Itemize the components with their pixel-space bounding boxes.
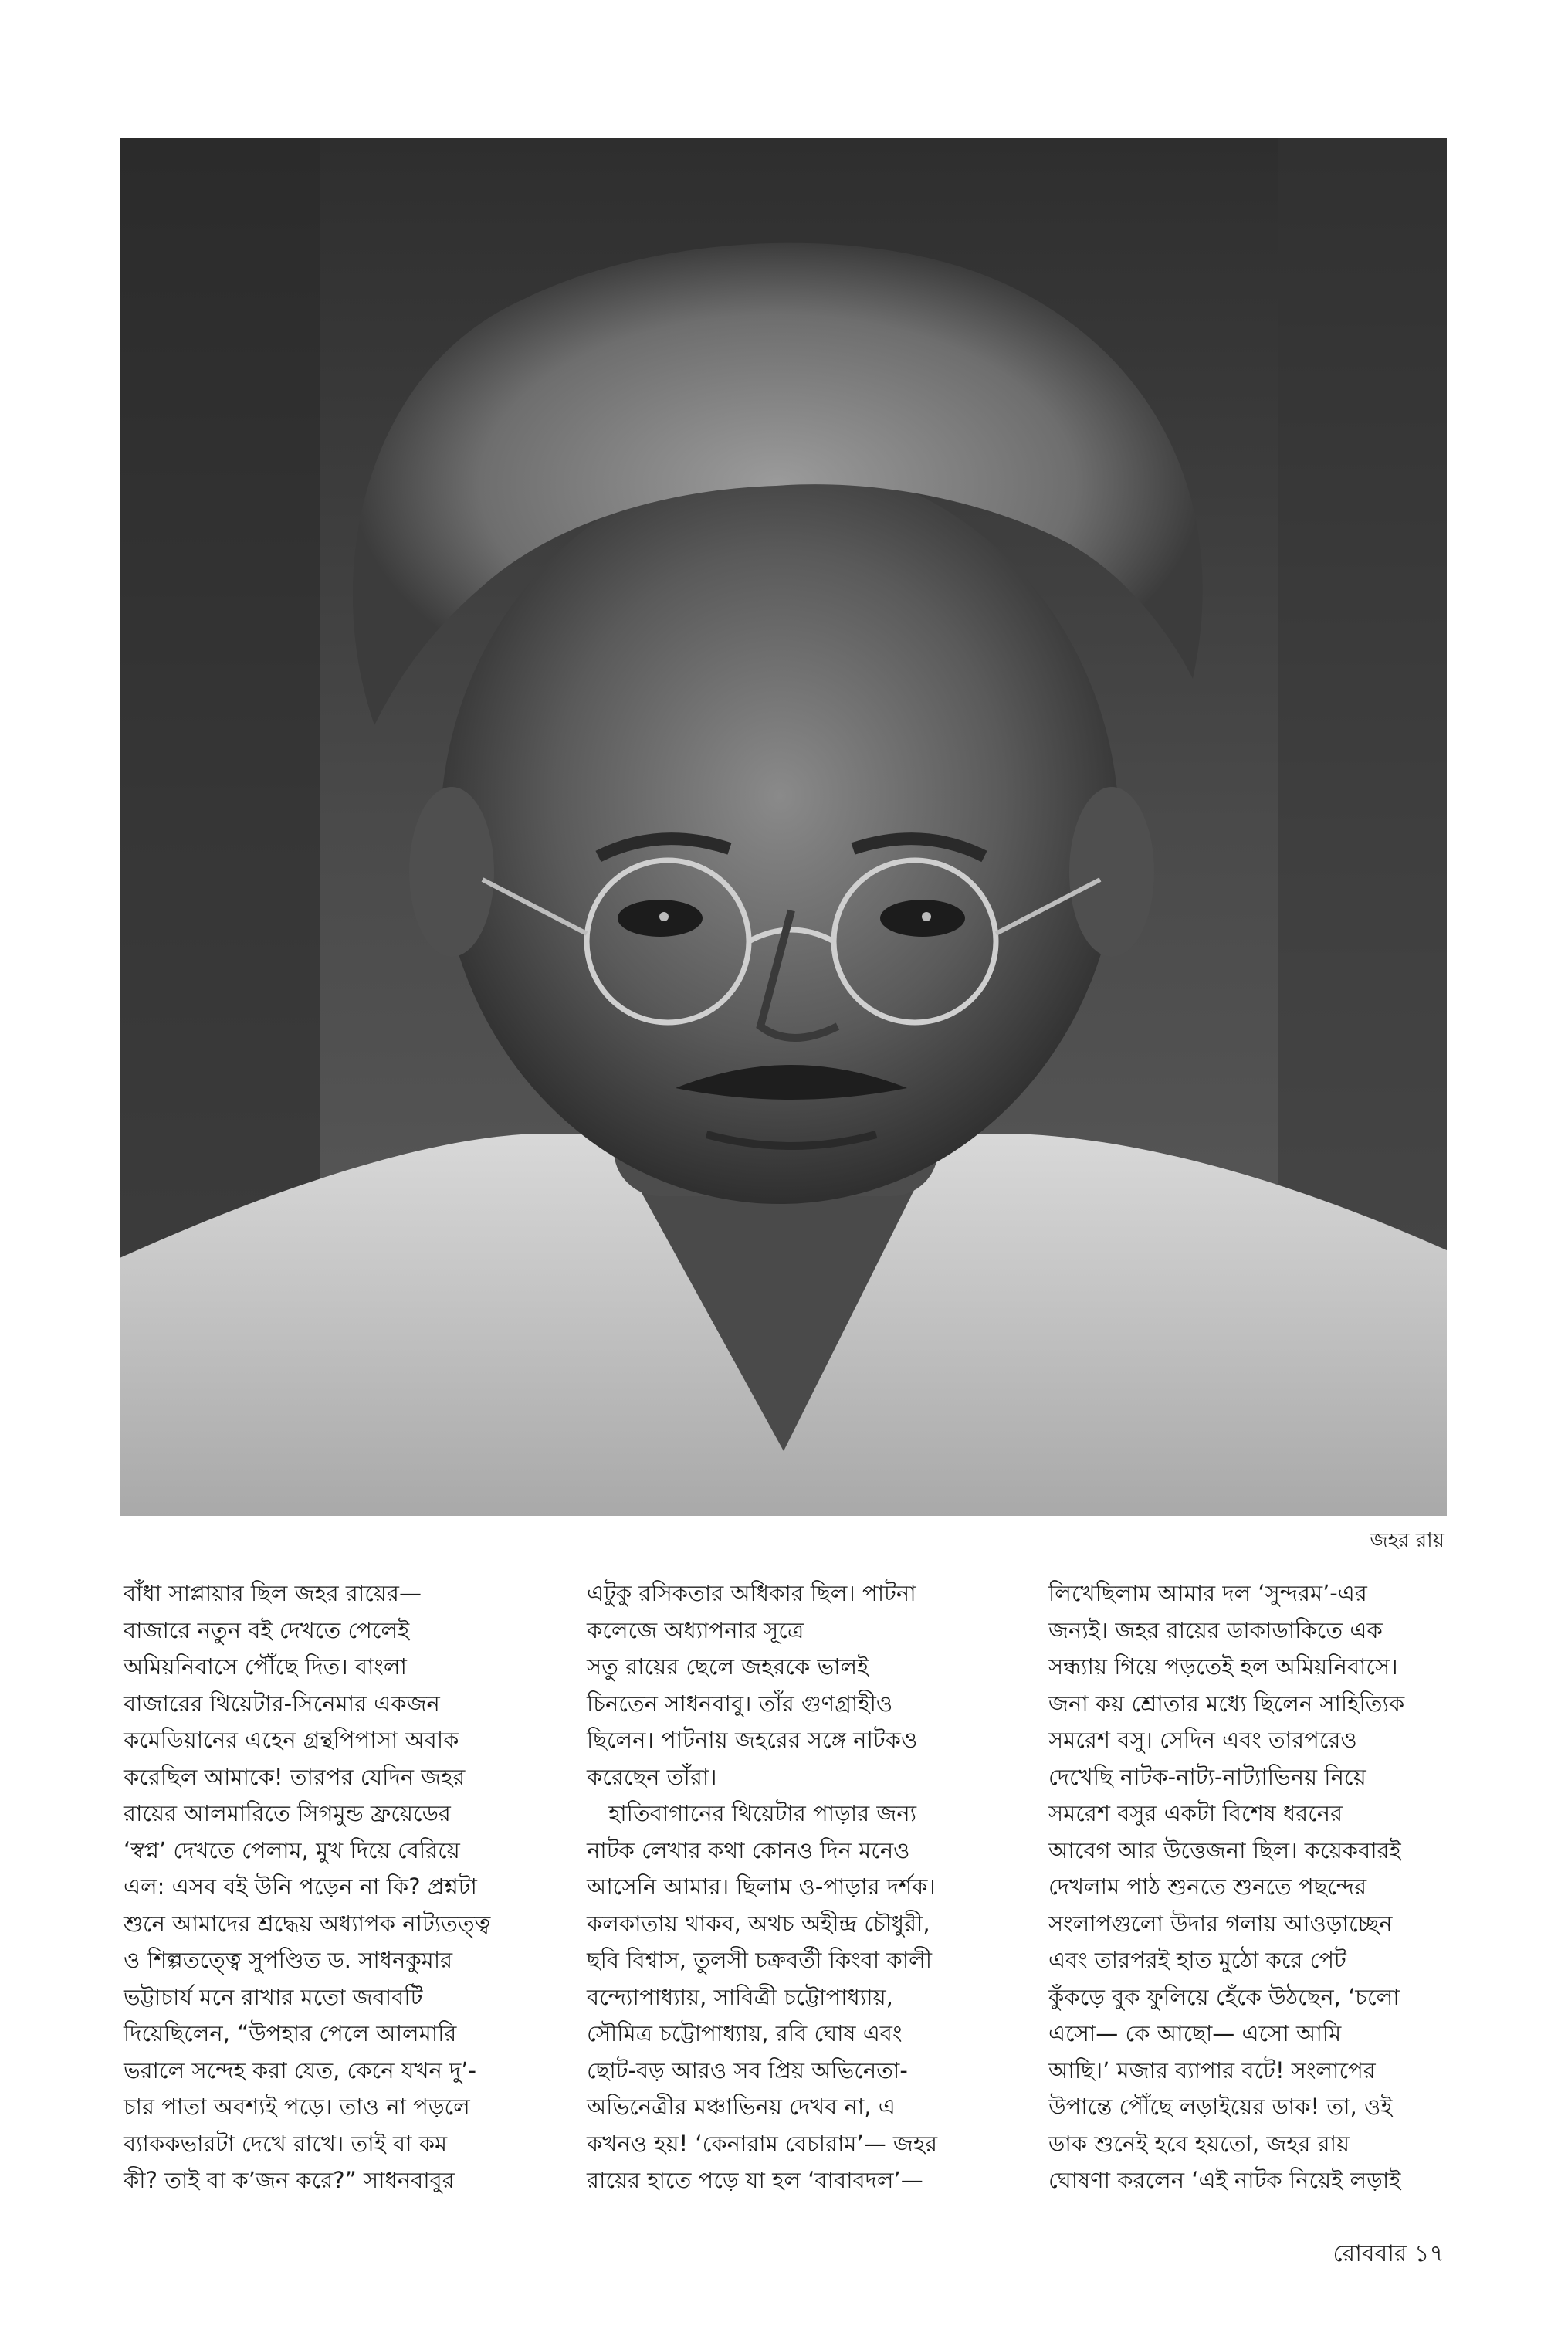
page-folio: রোববার ১৭: [1333, 2240, 1444, 2267]
paragraph: এটুকু রসিকতার অধিকার ছিল। পাটনা কলেজে অধ্যাপনার সূত্রে সতু রায়ের ছেলে জহরকে ভালই চিনতেন সাধনবাবু। তাঁর গুণগ্রাহীও ছিলেন। পাটনায় জহরের সঙ্গে নাটকও করেছেন তাঁরা।: [587, 1580, 918, 1790]
paragraph: বাঁধা সাপ্লায়ার ছিল জহর রায়ের— বাজারে নতুন বই দেখতে পেলেই অমিয়নিবাসে পৌঁছে দিত। বাংলা বাজারের থিয়েটার-সিনেমার একজন কমেডিয়ানের এহেন গ্রন্থপিপাসা অবাক করেছিল আমাকে! তারপর যেদিন জহর রায়ের আলমারিতে সিগমুন্ড ফ্রয়েডের ‘স্বপ্ন’ দেখতে পেলাম, মুখ দিয়ে বেরিয়ে এল: এসব বই উনি পড়েন না কি? প্রশ্নটা শুনে আমাদের শ্রদ্ধেয় অধ্যাপক নাট্যতত্ত্ব ও শিল্পতত্ত্বে সুপণ্ডিত ড. সাধনকুমার ভট্টাচার্য মনে রাখার মতো জবাবটি দিয়েছিলেন, “উপহার পেলে আলমারি ভরালে সন্দেহ করা যেত, কেনে যখন দু’- চার পাতা অবশ্যই পড়ে। তাও না পড়লে ব্যাককভারটা দেখে রাখে। তাই বা কম কী? তাই বা ক’জন করে?” সাধনবাবুর: [124, 1580, 491, 2193]
article-body: [124, 1575, 1447, 2209]
paragraph: লিখেছিলাম আমার দল ‘সুন্দরম’-এর জন্যই। জহর রায়ের ডাকাডাকিতে এক সন্ধ্যায় গিয়ে পড়তেই হল অমিয়নিবাসে। জনা কয় শ্রোতার মধ্যে ছিলেন সাহিত্যিক সমরেশ বসু। সেদিন এবং তারপরেও দেখেছি নাটক-নাট্য-নাট্যাভিনয় নিয়ে সমরেশ বসুর একটা বিশেষ ধরনের আবেগ আর উত্তেজনা ছিল। কয়েকবারই দেখলাম পাঠ শুনতে শুনতে পছন্দের সংলাপগুলো উদার গলায় আওড়াচ্ছেন এবং তারপরই হাত মুঠো করে পেট কুঁকড়ে বুক ফুলিয়ে হেঁকে উঠছেন, ‘চলো এসো— কে আছো— এসো আমি আছি।’ মজার ব্যাপার বটে! সংলাপের উপান্তে পৌঁছে লড়াইয়ের ডাক! তা, ওই ডাক শুনেই হবে হয়তো, জহর রায় ঘোষণা করলেন ‘এই নাটক নিয়েই লড়াই: [1048, 1580, 1405, 2193]
text-column-3: [1048, 1575, 1442, 2199]
text-column-2: [587, 1575, 980, 2199]
photo-caption: জহর রায়: [1370, 1529, 1444, 1552]
paragraph: হাতিবাগানের থিয়েটার পাড়ার জন্য নাটক লেখার কথা কোনও দিন মনেও আসেনি আমার। ছিলাম ও-পাড়ার দর্শক। কলকাতায় থাকব, অথচ অহীন্দ্র চৌধুরী, ছবি বিশ্বাস, তুলসী চক্রবর্তী কিংবা কালী বন্দ্যোপাধ্যায়, সাবিত্রী চট্টোপাধ্যায়, সৌমিত্র চট্টোপাধ্যায়, রবি ঘোষ এবং ছোট-বড় আরও সব প্রিয় অভিনেতা- অভিনেত্রীর মঞ্চাভিনয় দেখব না, এ কখনও হয়! ‘কেনারাম বেচারাম’— জহর রায়ের হাতে পড়ে যা হল ‘বাবাবদল’—: [587, 1800, 938, 2193]
portrait-photo: [120, 138, 1447, 1516]
text-column-1: [124, 1575, 517, 2199]
